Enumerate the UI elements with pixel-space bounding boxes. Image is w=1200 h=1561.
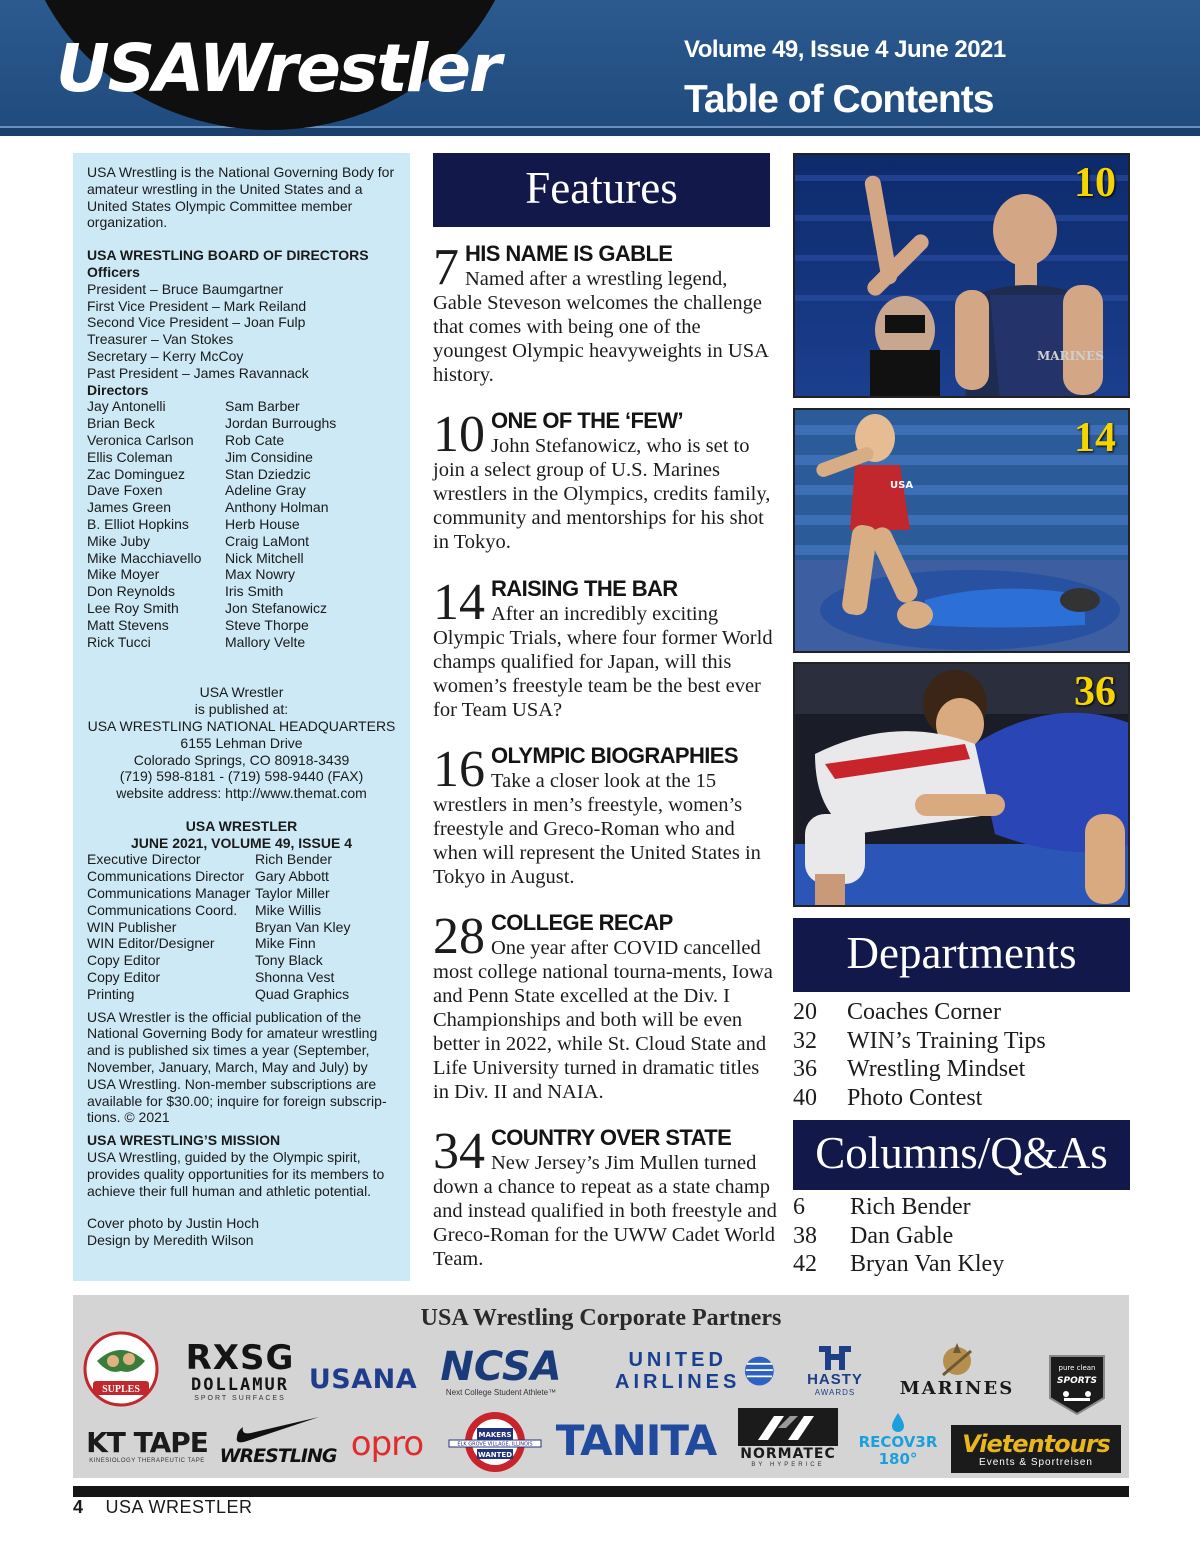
staff-heading: USA WRESTLER (185, 817, 298, 834)
feature-summary: John Stefanowicz, who is set to join a select group of U.S. Marines wrestlers in the Olympics, credits family, community and mentorships for his shot in Tokyo. (433, 435, 771, 553)
opro-logo[interactable]: opro (350, 1424, 424, 1464)
staff-name: Quad Graphics (255, 985, 350, 1002)
address-line: USA Wrestler (199, 684, 284, 701)
rxsg-dollamur-logo[interactable] (169, 1337, 311, 1407)
issue-heading: JUNE 2021, VOLUME 49, ISSUE 4 (131, 834, 352, 851)
ncsa-logo[interactable]: NCSA Next College Student Athlete™ (440, 1343, 562, 1397)
makers-wanted-logo[interactable] (445, 1411, 545, 1473)
pureclean-sports-logo[interactable] (1041, 1347, 1113, 1419)
nike-swoosh-icon (233, 1413, 323, 1445)
director: Anthony Holman (225, 499, 329, 516)
column-page: 38 (793, 1222, 817, 1249)
staff-name: Tony Black (255, 952, 323, 969)
department-page: 32 (793, 1027, 817, 1054)
department-label: Wrestling Mindset (847, 1056, 1026, 1083)
publication-statement: USA Wrestler is the official publication of the National Governing Body for amateur wrestling and is published six times a year (September, November, January, March, May and July) by USA Wrestling. Non-member subscriptions are available for $30.00; inquire for foreign subscrip-tions. © 2021 (87, 1008, 387, 1126)
feature-title: ONE OF THE ‘FEW’ (491, 408, 684, 433)
masthead (0, 0, 1200, 136)
photo-cadet-wrestling[interactable] (793, 662, 1130, 907)
staff-role: Communications Director (87, 868, 245, 885)
footer-rule (73, 1486, 1129, 1497)
department-page: 40 (793, 1085, 817, 1112)
director: Rick Tucci (87, 633, 151, 650)
column-label: Rich Bender (850, 1194, 971, 1220)
feature-summary: Take a closer look at the 15 wrestlers in men’s freestyle, women’s freestyle and Greco-Roman who and when will represent the United States in Tokyo in August. (433, 770, 761, 888)
director: Lee Roy Smith (87, 599, 179, 616)
feature-summary: One year after COVID cancelled most college national tourna-ments, Iowa and Penn State excelled at the Div. I Championships and both will be even better in 2022, while St. Cloud State and Life University turned in dramatic titles in Div. II and NAIA. (433, 937, 773, 1103)
directors-list (87, 398, 396, 650)
department-item[interactable] (793, 1055, 1133, 1084)
feature-title: HIS NAME IS GABLE (465, 241, 673, 266)
nike-wrestling-logo[interactable]: WRESTLING (223, 1409, 333, 1471)
director: Rob Cate (225, 431, 285, 448)
page-title: Table of Contents (684, 78, 994, 121)
columns-list (793, 1193, 1133, 1279)
normatec-logo[interactable]: NORMATEC BY HYPERICE (733, 1405, 843, 1471)
director: Sam Barber (225, 398, 300, 415)
issue-line: Volume 49, Issue 4 June 2021 (684, 36, 1006, 63)
address-line: 6155 Lehman Drive (180, 734, 303, 751)
department-item[interactable] (793, 1084, 1133, 1113)
mission-text: USA Wrestling, guided by the Olympic spirit, provides quality opportunities for its members to achieve their full human and athletic potential. (87, 1149, 385, 1199)
staff-role: Executive Director (87, 851, 201, 868)
feature-page-number: 28 (433, 908, 485, 965)
department-label: WIN’s Training Tips (847, 1027, 1046, 1054)
feature-summary: New Jersey’s Jim Mullen turned down a chance to repeat as a state champ and instead qualified in both freestyle and Greco-Roman for the UWW Cadet World Team. (433, 1152, 777, 1270)
marines-emblem-icon (937, 1341, 977, 1379)
svg-text:SPORTS: SPORTS (1057, 1376, 1097, 1386)
staff-role: WIN Publisher (87, 918, 177, 935)
feature-summary: Named after a wrestling legend, Gable Steveson welcomes the challenge that comes with being one of the youngest Olympic heavyweights in USA history. (433, 268, 768, 386)
address-line: Colorado Springs, CO 80918-3439 (133, 751, 350, 768)
staff-role: Communications Coord. (87, 901, 238, 918)
director: James Green (87, 499, 172, 516)
recover-180-logo[interactable]: RECOV3R 180° (855, 1409, 941, 1471)
features-heading: Features (433, 153, 770, 227)
design-credit: Design by Meredith Wilson (87, 1232, 254, 1249)
board-heading: USA WRESTLING BOARD OF DIRECTORS (87, 247, 369, 264)
feature-item[interactable] (433, 576, 778, 722)
staff-role: Copy Editor (87, 952, 161, 969)
svg-text:ELK GROVE VILLAGE, ILLINOIS: ELK GROVE VILLAGE, ILLINOIS (457, 1441, 533, 1448)
officers-heading: Officers (87, 263, 140, 280)
departments-list (793, 998, 1133, 1113)
united-globe-icon (744, 1351, 775, 1391)
dollamur-text: DOLLAMUR (191, 1375, 289, 1395)
photo-gable-steveson[interactable] (793, 153, 1130, 398)
feature-page-number: 10 (433, 406, 485, 463)
kt-tape-logo[interactable]: KT TAPE KINESIOLOGY THERAPEUTIC TAPE (86, 1426, 208, 1464)
corporate-partners (73, 1295, 1129, 1478)
feature-title: OLYMPIC BIOGRAPHIES (491, 743, 738, 768)
director: Nick Mitchell (225, 549, 304, 566)
feature-page-number: 16 (433, 741, 485, 798)
director: Jay Antonelli (87, 398, 166, 415)
photo-womens-freestyle[interactable] (793, 408, 1130, 653)
svg-text:WANTED: WANTED (477, 1451, 513, 1459)
column-label: Dan Gable (850, 1222, 954, 1249)
hasty-icon (815, 1342, 855, 1372)
director: Mike Moyer (87, 566, 160, 583)
staff-name: Mike Finn (255, 935, 316, 952)
director: Stan Dziedzic (225, 465, 311, 482)
officers-list (87, 281, 396, 382)
water-drop-icon (890, 1412, 906, 1434)
folio-page-number: 4 (73, 1497, 84, 1517)
director: Dave Foxen (87, 482, 163, 499)
magazine-logo: USAWrestler (56, 30, 500, 107)
director: Steve Thorpe (225, 616, 309, 633)
staff-name: Mike Willis (255, 901, 322, 918)
director: Mike Macchiavello (87, 549, 202, 566)
staff-name: Bryan Van Kley (255, 918, 351, 935)
photo-page-number: 36 (1074, 669, 1116, 715)
departments-heading: Departments (793, 918, 1130, 992)
photo-page-number: 10 (1074, 160, 1116, 206)
director: Veronica Carlson (87, 431, 194, 448)
officer: President – Bruce Baumgartner (87, 280, 284, 297)
usana-logo[interactable]: USANA (308, 1363, 418, 1395)
officer: Past President – James Ravannack (87, 364, 309, 381)
officer: Treasurer – Van Stokes (87, 331, 234, 348)
department-page: 36 (793, 1056, 817, 1083)
feature-title: COUNTRY OVER STATE (491, 1125, 732, 1150)
director: Max Nowry (225, 566, 296, 583)
svg-text:pure clean: pure clean (1058, 1364, 1096, 1372)
feature-page-number: 14 (433, 574, 485, 631)
feature-item[interactable] (433, 1125, 778, 1271)
intro-text: USA Wrestling is the National Governing Body for amateur wrestling in the United States and a United States Olympic Committee member organization. (87, 164, 395, 231)
address-line: USA WRESTLING NATIONAL HEADQUARTERS (87, 717, 396, 734)
staff-name: Shonna Vest (255, 969, 335, 986)
director: Herb House (225, 515, 300, 532)
staff-role: Printing (87, 985, 135, 1002)
department-item[interactable] (793, 998, 1133, 1027)
address-line: website address: http://www.themat.com (116, 785, 367, 802)
marines-logo[interactable]: MARINES (885, 1335, 1029, 1405)
director: Brian Beck (87, 415, 155, 432)
officer: Secretary – Kerry McCoy (87, 347, 244, 364)
director: Mallory Velte (225, 633, 306, 650)
feature-item[interactable] (433, 910, 778, 1104)
feature-item[interactable] (433, 408, 778, 554)
svg-text:SUPLES: SUPLES (102, 1384, 140, 1395)
directors-heading: Directors (87, 381, 149, 398)
staff-name: Gary Abbott (255, 868, 329, 885)
svg-text:MAKERS: MAKERS (478, 1431, 512, 1439)
united-airlines-logo[interactable]: UNITED AIRLINES (615, 1345, 775, 1397)
director: Zac Dominguez (87, 465, 186, 482)
partners-heading: USA Wrestling Corporate Partners (420, 1305, 782, 1331)
rxsg-text: RXSG (185, 1338, 295, 1378)
column-page: 6 (793, 1194, 805, 1220)
tanita-logo[interactable]: TANITA (555, 1415, 717, 1465)
suples-logo[interactable] (83, 1331, 159, 1407)
staff-role: Copy Editor (87, 969, 161, 986)
department-page: 20 (793, 999, 817, 1025)
staff-name: Taylor Miller (255, 885, 330, 902)
folio-publication: USA WRESTLER (105, 1497, 253, 1517)
feature-summary: After an incredibly exciting Olympic Trials, where four former World champs qualified for Japan, will this women’s freestyle team be the best ever for Team USA? (433, 603, 773, 721)
staff-name: Rich Bender (255, 851, 333, 868)
publication-address (87, 684, 396, 802)
director: Jim Considine (225, 448, 313, 465)
staff-list (87, 851, 396, 1002)
svg-text:MARINES: MARINES (1037, 349, 1104, 363)
column-label: Bryan Van Kley (850, 1251, 1005, 1278)
feature-title: COLLEGE RECAP (491, 910, 673, 935)
department-label: Coaches Corner (847, 999, 1001, 1025)
director: Ellis Coleman (87, 448, 173, 465)
address-line: is published at: (194, 701, 289, 718)
column-item[interactable] (793, 1193, 1133, 1222)
feature-item[interactable] (433, 241, 778, 387)
director: Iris Smith (225, 583, 284, 600)
dollamur-subtext: SPORT SURFACES (194, 1395, 286, 1402)
department-label: Photo Contest (847, 1085, 983, 1112)
column-page: 42 (793, 1251, 817, 1278)
address-line: (719) 598-8181 - (719) 598-9440 (FAX) (119, 768, 364, 785)
officer: Second Vice President – Joan Fulp (87, 314, 306, 331)
feature-item[interactable] (433, 743, 778, 889)
director: Mike Juby (87, 532, 151, 549)
svg-text:USA: USA (890, 480, 914, 491)
director: Jordan Burroughs (225, 415, 337, 432)
director: Adeline Gray (225, 482, 306, 499)
director: Craig LaMont (225, 532, 310, 549)
feature-page-number: 34 (433, 1123, 485, 1180)
page-footer (73, 1497, 253, 1518)
cover-credit: Cover photo by Justin Hoch (87, 1215, 259, 1232)
vietentours-logo[interactable]: Vietentours Events & Sportreisen (951, 1425, 1121, 1473)
feature-title: RAISING THE BAR (491, 576, 678, 601)
normatec-icon (738, 1408, 838, 1446)
director: Don Reynolds (87, 583, 175, 600)
column-item[interactable] (793, 1250, 1133, 1279)
officer: First Vice President – Mark Reiland (87, 297, 307, 314)
photo-page-number: 14 (1074, 415, 1116, 461)
mission-heading: USA WRESTLING’S MISSION (87, 1132, 281, 1149)
director: Jon Stefanowicz (225, 599, 327, 616)
hasty-awards-logo[interactable]: HASTY AWARDS (795, 1337, 875, 1401)
column-item[interactable] (793, 1222, 1133, 1251)
feature-page-number: 7 (433, 239, 459, 296)
department-item[interactable] (793, 1027, 1133, 1056)
columns-heading: Columns/Q&As (793, 1120, 1130, 1190)
director: Matt Stevens (87, 616, 169, 633)
director: B. Elliot Hopkins (87, 515, 189, 532)
staff-role: Communications Manager (87, 885, 251, 902)
staff-role: WIN Editor/Designer (87, 935, 215, 952)
masthead-sidebar (73, 153, 410, 1281)
